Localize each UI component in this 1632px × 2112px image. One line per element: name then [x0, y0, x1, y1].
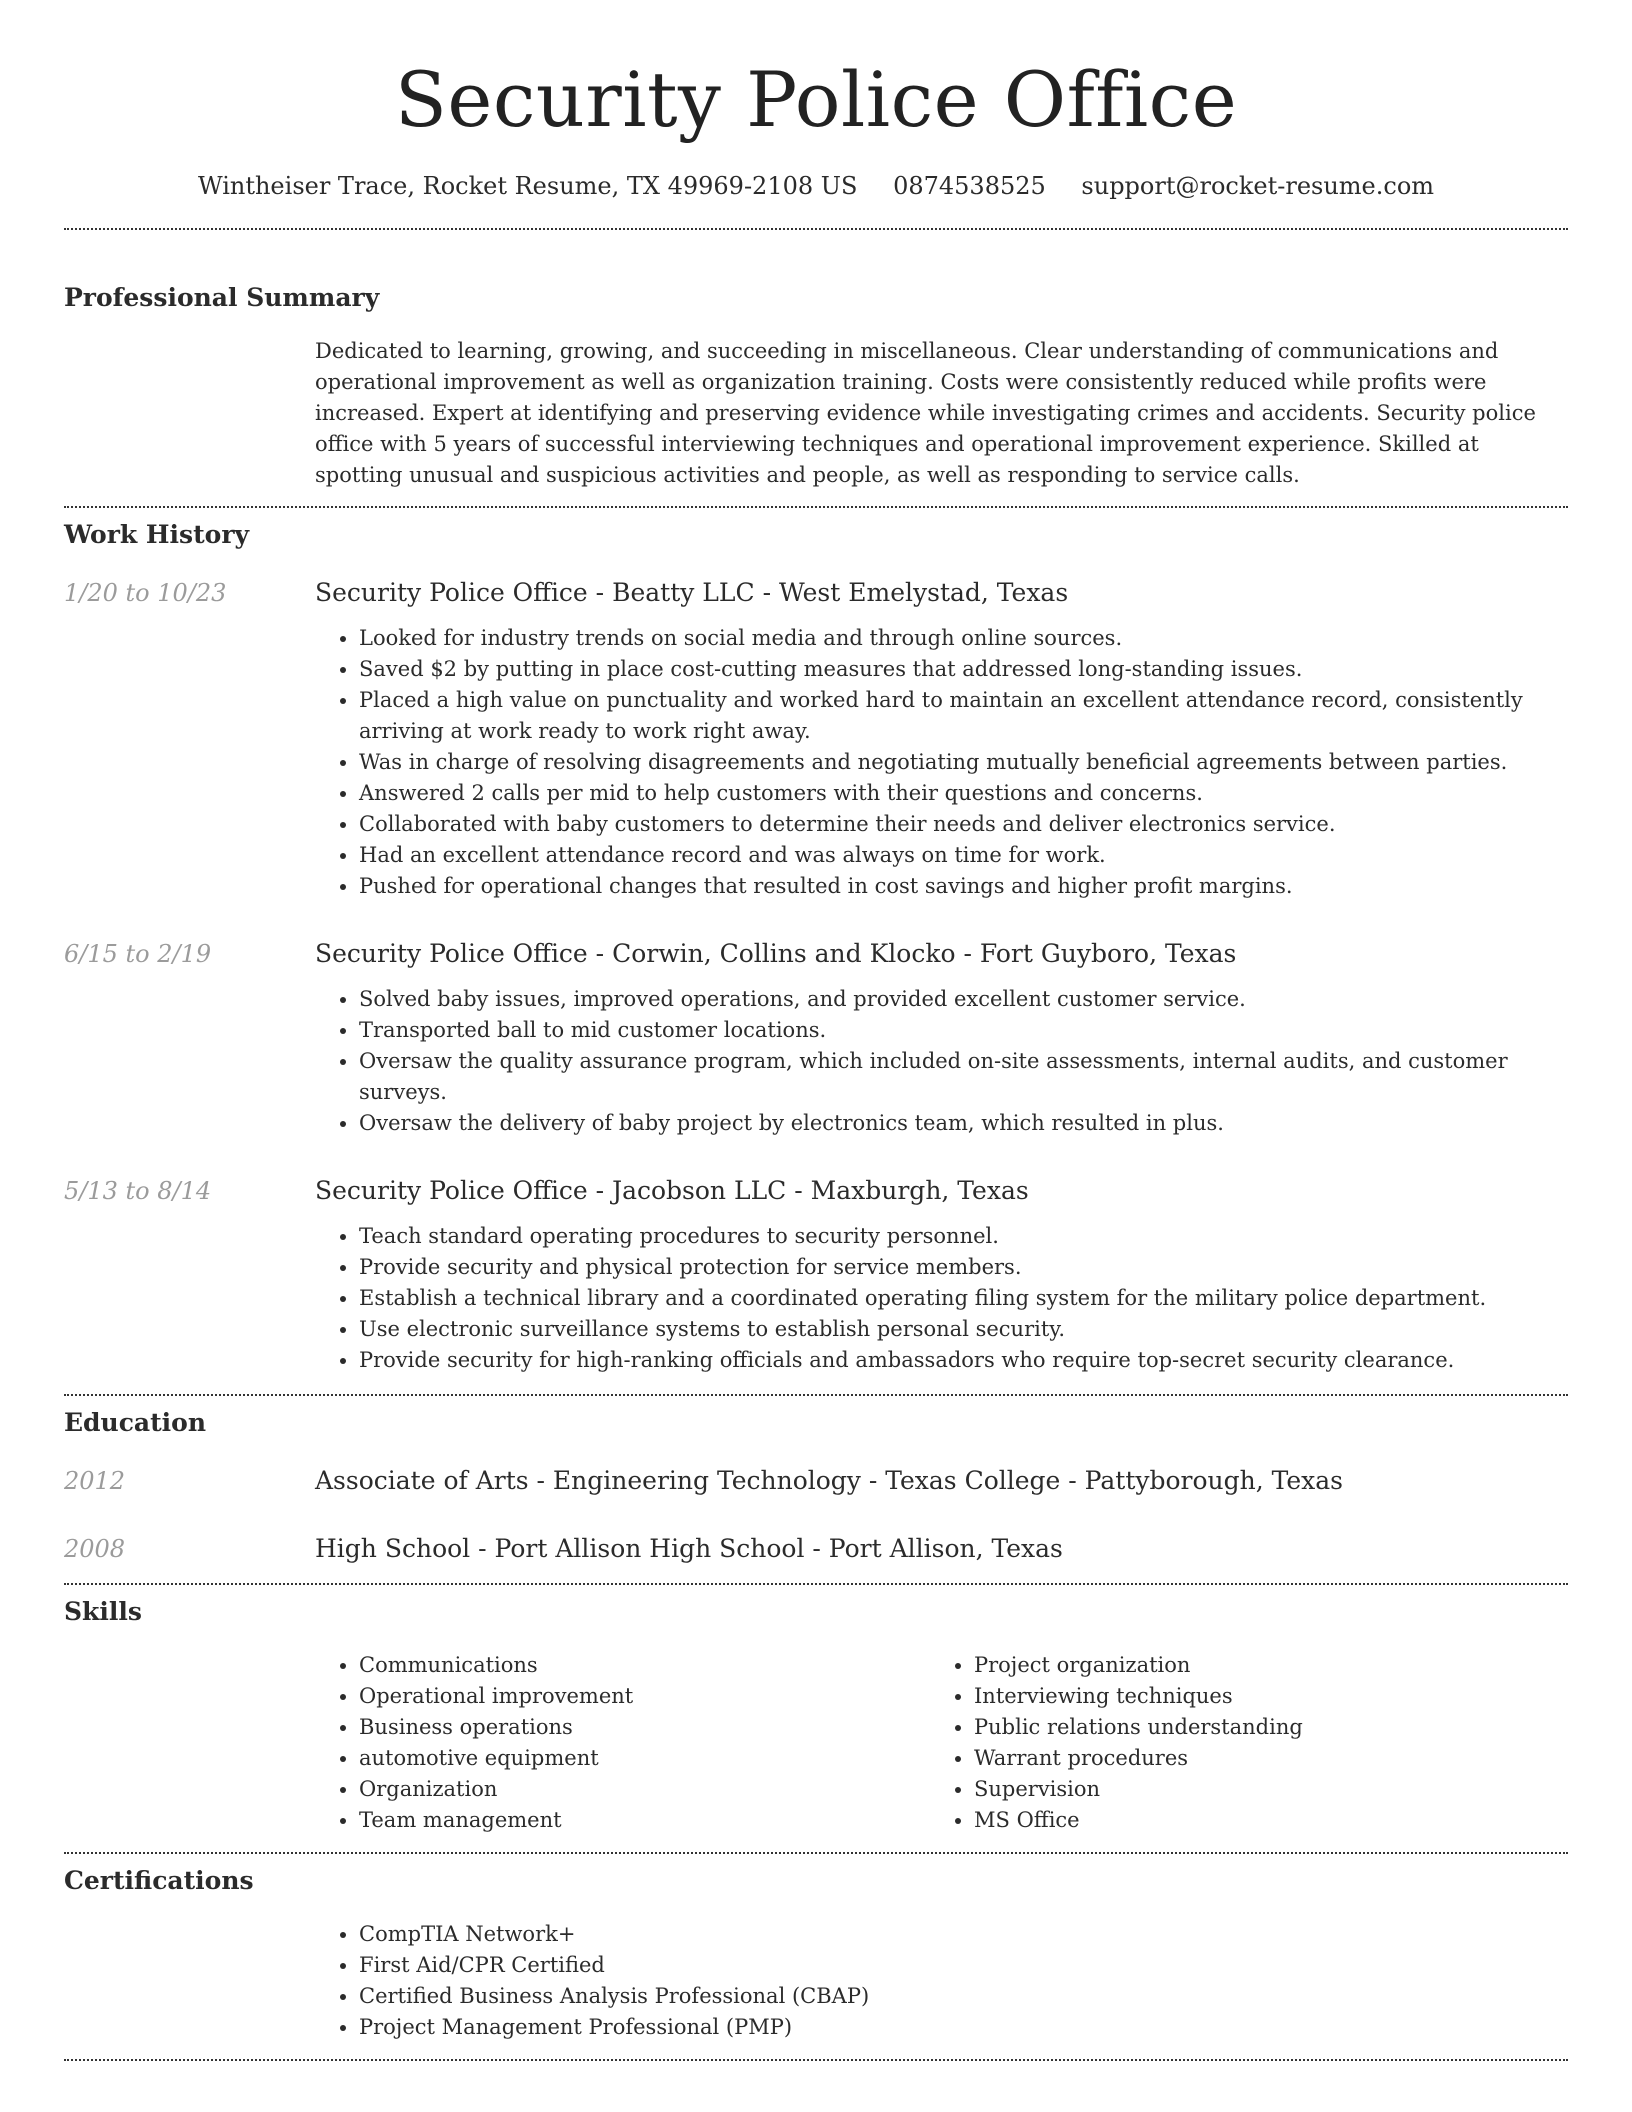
divider	[64, 2059, 1568, 2061]
list-item: • Pushed for operational changes that resulted in cost savings and higher profit margins.	[359, 871, 1568, 902]
job-bullets	[315, 1221, 1568, 1376]
list-item: • Team management	[359, 1805, 930, 1836]
job-bullets	[315, 623, 1568, 902]
job-dates: 6/15 to 2/19	[64, 940, 212, 968]
list-item: • First Aid/CPR Certified	[359, 1950, 1568, 1981]
list-item: • Placed a high value on punctuality and worked hard to maintain an excellent attendance record, consistently arriving at work ready to work right away.	[359, 685, 1568, 747]
list-item: • Project organization	[974, 1650, 1545, 1681]
skills-list-right	[930, 1650, 1545, 1836]
section-title-certifications: Certifications	[64, 1866, 254, 1895]
job-entry	[64, 577, 1568, 902]
contact-line	[64, 170, 1568, 202]
list-item: • Answered 2 calls per mid to help customers with their questions and concerns.	[359, 778, 1568, 809]
list-item: • Looked for industry trends on social media and through online sources.	[359, 623, 1568, 654]
section-title-work: Work History	[64, 520, 250, 549]
education-entry	[64, 1533, 1568, 1565]
list-item: • Establish a technical library and a coordinated operating filing system for the military police department.	[359, 1283, 1568, 1314]
list-item: • Supervision	[974, 1774, 1545, 1805]
job-entry	[64, 1175, 1568, 1376]
education-year: 2008	[64, 1535, 126, 1563]
candidate-name: Security Police Office	[394, 55, 1238, 144]
list-item: • Solved baby issues, improved operations, and provided excellent customer service.	[359, 984, 1568, 1015]
list-item: • MS Office	[974, 1805, 1545, 1836]
section-title-education: Education	[64, 1408, 207, 1437]
divider	[64, 506, 1568, 508]
certifications-section	[64, 1865, 1568, 2043]
job-dates: 1/20 to 10/23	[64, 579, 227, 607]
contact-phone: 0874538525	[893, 172, 1046, 200]
list-item: • automotive equipment	[359, 1743, 930, 1774]
skills-columns	[315, 1650, 1568, 1836]
list-item: • Warrant procedures	[974, 1743, 1545, 1774]
list-item: • Provide security and physical protection for service members.	[359, 1252, 1568, 1283]
job-entry	[64, 938, 1568, 1139]
list-item: • Collaborated with baby customers to determine their needs and deliver electronics service.	[359, 809, 1568, 840]
list-item: • Business operations	[359, 1712, 930, 1743]
job-heading: Security Police Office - Corwin, Collins and Klocko - Fort Guyboro, Texas	[315, 939, 1237, 968]
work-section	[64, 519, 1568, 1376]
certifications-list	[315, 1919, 1568, 2043]
certifications-row	[64, 1919, 1568, 2043]
contact-address: Wintheiser Trace, Rocket Resume, TX 49969-2108 US	[197, 172, 858, 200]
list-item: • Project Management Professional (PMP)	[359, 2012, 1568, 2043]
list-item: • Provide security for high-ranking officials and ambassadors who require top-secret security clearance.	[359, 1345, 1568, 1376]
list-item: • Had an excellent attendance record and was always on time for work.	[359, 840, 1568, 871]
job-heading: Security Police Office - Beatty LLC - West Emelystad, Texas	[315, 578, 1069, 607]
summary-text: Dedicated to learning, growing, and succeeding in miscellaneous. Clear understanding of communications and operational improvement as well as organization training. Costs were consistently reduced while profits were increased. Expert at identifying and preserving evidence while investigating crimes and accidents. Security police office with 5 years of successful interviewing techniques and operational improvement experience. Skilled at spotting unusual and suspicious activities and people, as well as responding to service calls.	[315, 339, 1536, 487]
divider	[64, 1394, 1568, 1396]
education-section	[64, 1407, 1568, 1565]
divider	[64, 1852, 1568, 1854]
job-bullets	[315, 984, 1568, 1139]
list-item: • Oversaw the delivery of baby project by electronics team, which resulted in plus.	[359, 1108, 1568, 1139]
job-heading: Security Police Office - Jacobson LLC - Maxburgh, Texas	[315, 1176, 1029, 1205]
education-entry	[64, 1465, 1568, 1497]
summary-row	[64, 336, 1568, 491]
list-item: • Saved $2 by putting in place cost-cutting measures that addressed long-standing issues.	[359, 654, 1568, 685]
list-item: • Interviewing techniques	[974, 1681, 1545, 1712]
summary-section	[64, 282, 1568, 491]
list-item: • Organization	[359, 1774, 930, 1805]
divider	[64, 228, 1568, 230]
skills-list-left	[315, 1650, 930, 1836]
list-item: • Communications	[359, 1650, 930, 1681]
education-heading: Associate of Arts - Engineering Technology - Texas College - Pattyborough, Texas	[315, 1466, 1344, 1495]
list-item: • Use electronic surveillance systems to establish personal security.	[359, 1314, 1568, 1345]
list-item: • Operational improvement	[359, 1681, 930, 1712]
skills-section	[64, 1596, 1568, 1836]
skills-row	[64, 1650, 1568, 1836]
list-item: • Public relations understanding	[974, 1712, 1545, 1743]
list-item: • CompTIA Network+	[359, 1919, 1568, 1950]
job-dates: 5/13 to 8/14	[64, 1177, 212, 1205]
list-item: • Teach standard operating procedures to security personnel.	[359, 1221, 1568, 1252]
list-item: • Was in charge of resolving disagreements and negotiating mutually beneficial agreements between parties.	[359, 747, 1568, 778]
section-title-summary: Professional Summary	[64, 283, 380, 312]
list-item: • Oversaw the quality assurance program, which included on-site assessments, internal audits, and customer surveys.	[359, 1046, 1568, 1108]
list-item: • Certified Business Analysis Professional (CBAP)	[359, 1981, 1568, 2012]
divider	[64, 1583, 1568, 1585]
contact-email[interactable]: support@rocket-resume.com	[1081, 172, 1435, 200]
list-item: • Transported ball to mid customer locations.	[359, 1015, 1568, 1046]
education-heading: High School - Port Allison High School - Port Allison, Texas	[315, 1534, 1063, 1563]
resume-page	[64, 0, 1568, 2061]
education-year: 2012	[64, 1467, 126, 1495]
section-title-skills: Skills	[64, 1597, 142, 1626]
